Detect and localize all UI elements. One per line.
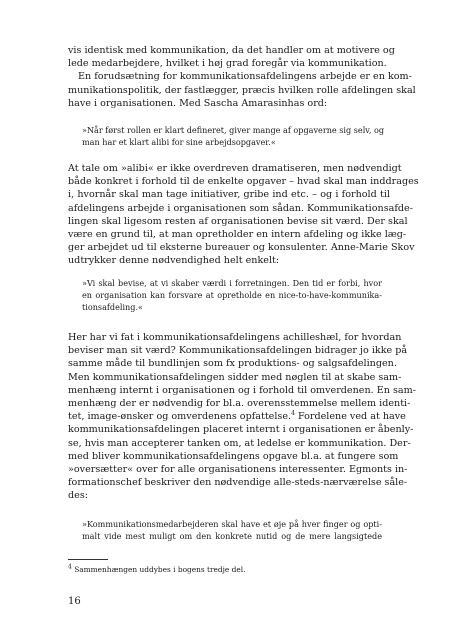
text-line: kommunikationsafdelingen placeret internt i organisationen er åbenly- [68, 424, 414, 436]
text-line: afdelingens arbejde i organisationen som sådan. Kommunikationsafde- [68, 202, 413, 214]
paragraph-intro [68, 44, 416, 110]
text-line: Men kommunikationsafdelingen sidder med nøglen til at skabe sam- [68, 371, 402, 383]
quote-line: »Vi skal bevise, at vi skaber værdi i forretningen. Den tid er forbi, hvor [82, 278, 382, 288]
quote-line: »Kommunikationsmedarbejderen skal have et øje på hver finger og opti- [82, 519, 382, 529]
text-line: At tale om »alibi« er ikke overdreven dramatiseren, men nødvendigt [68, 163, 402, 174]
footnote [68, 565, 245, 575]
text-line: med bliver kommunikationsafdelingens opgave bl.a. at fungere som [68, 450, 399, 462]
footnote-text: Sammenhængen uddybes i bogens tredje del. [74, 565, 246, 574]
text-line: lede medarbejdere, hvilket i høj grad foregår via kommunikation. [68, 58, 387, 70]
footnote-separator [68, 559, 108, 560]
text-line: Her har vi fat i kommunikationsafdelingens achilleshæl, for hvordan [68, 332, 402, 343]
text-line: des: [68, 490, 88, 502]
quote-line: tionsafdeling.« [82, 302, 143, 312]
text-line: menhæng der er nødvendig for bl.a. overensstemmelse mellem identi- [68, 398, 411, 410]
text-line: beviser man sit værd? Kommunikationsafdelingen bidrager jo ikke på [68, 345, 408, 357]
text-line: menhæng internt i organisationen og i forhold til omverdenen. En sam- [68, 384, 416, 396]
text-line: lingen skal ligesom resten af organisationen bevise sit værd. Der skal [68, 215, 408, 227]
text-line: ger arbejdet ud til eksterne bureauer og konsulenter. Anne-Marie Skov [68, 242, 415, 254]
text-line: »oversætter« over for alle organisationens interessenter. Egmonts in- [68, 464, 408, 476]
page-number: 16 [68, 596, 81, 607]
text-line: vis identisk med kommunikation, da det handler om at motivere og [68, 45, 395, 56]
paragraph-alibi [68, 162, 419, 268]
text-line: formationschef beskriver den nødvendige alle-steds-nærværelse såle- [68, 477, 408, 489]
text-line: tet, image-ønsker og omverdenens opfattelse.$^4$ Fordelene ved at have [68, 410, 406, 423]
block-quote [82, 124, 385, 148]
text-line: i, hvornår skal man tage initiativer, gribe ind etc. – og i forhold til [68, 189, 390, 201]
text-line: se, hvis man accepterer tanken om, at ledelse er kommunikation. Der- [68, 437, 411, 449]
text-line: være en grund til, at man opretholder en intern afdeling og ikke læg- [68, 229, 407, 241]
quote-line: man har et klart alibi for sine arbejdsopgaver.« [82, 137, 276, 147]
paragraph-achilles [68, 331, 416, 503]
text-line: samme måde til bundlinjen som fx produktions- og salgsafdelingen. [68, 358, 397, 370]
text-line: En forudsætning for kommunikationsafdelingens arbejde er en kom- [78, 71, 412, 83]
quote-line: »Når først rollen er klart defineret, giver mange af opgaverne sig selv, og [82, 125, 385, 135]
block-quote [82, 277, 382, 313]
text-line: munikationspolitik, der fastlægger, præcis hvilken rolle afdelingen skal [68, 84, 416, 96]
quote-line: en organisation kan forsvare at opretholde en nice-to-have-kommunika- [82, 290, 382, 300]
text-line: både konkret i forhold til de enkelte opgaver – hvad skal man inddrages [68, 176, 419, 188]
text-line: udtrykker denne nødvendighed helt enkelt: [68, 255, 280, 267]
block-quote [82, 518, 382, 542]
footnote-number: 4 [68, 563, 72, 571]
footnote-ref: 4 [291, 410, 295, 418]
quote-line: malt vide mest muligt om den konkrete nutid og de mere langsigtede [82, 531, 382, 541]
text-line: have i organisationen. Med Sascha Amarasinhas ord: [68, 97, 328, 109]
